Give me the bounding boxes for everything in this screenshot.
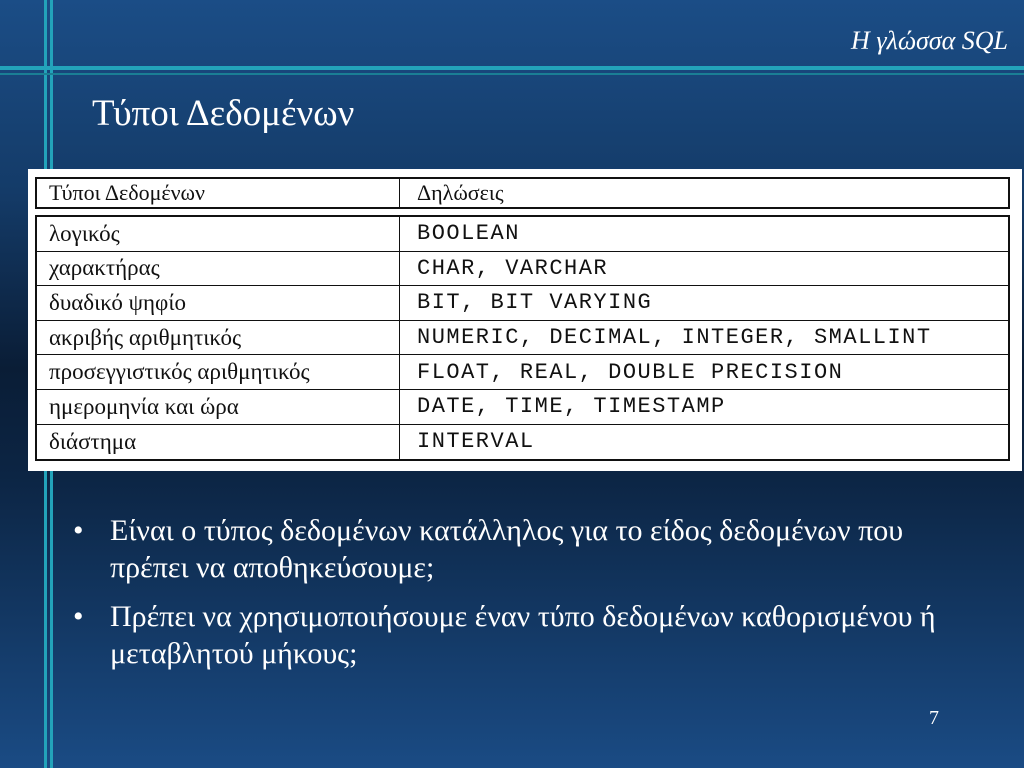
table-header-row: [35, 177, 1010, 209]
type-cell: διάστημα: [37, 425, 400, 460]
declaration-cell: NUMERIC, DECIMAL, INTEGER, SMALLINT: [417, 325, 932, 351]
table-body: [35, 215, 1010, 461]
slide-title: Τύποι Δεδομένων: [92, 93, 355, 134]
bullet-marker: •: [73, 514, 84, 547]
type-cell: δυαδικό ψηφίο: [37, 286, 400, 320]
bullet-marker: •: [73, 600, 84, 633]
type-cell: χαρακτήρας: [37, 252, 400, 286]
type-cell: ακριβής αριθμητικός: [37, 321, 400, 355]
bullet-text: Πρέπει να χρησιμοποιήσουμε έναν τύπο δεδομένων καθορισμένου ή μεταβλητού μήκους;: [110, 600, 936, 670]
table-header-declarations: Δηλώσεις: [417, 180, 504, 205]
table-row: [37, 390, 1008, 425]
type-cell: λογικός: [37, 217, 400, 251]
table-row: [37, 425, 1008, 460]
bullet-item: [73, 598, 973, 672]
bullet-item: [73, 512, 973, 586]
table-row: [37, 217, 1008, 252]
declaration-cell: INTERVAL: [417, 429, 535, 455]
declaration-cell: DATE, TIME, TIMESTAMP: [417, 394, 726, 420]
table-row: [37, 355, 1008, 390]
bullet-list: [73, 512, 973, 684]
table-header-types: Τύποι Δεδομένων: [37, 179, 400, 207]
table-row: [37, 286, 1008, 321]
decorative-horizontal-line-2: [0, 73, 1024, 75]
type-cell: ημερομηνία και ώρα: [37, 390, 400, 424]
declaration-cell: BOOLEAN: [417, 221, 520, 247]
deck-title: Η γλώσσα SQL: [851, 26, 1008, 55]
bullet-text: Είναι ο τύπος δεδομένων κατάλληλος για το είδος δεδομένων που πρέπει να αποθηκεύσουμε;: [110, 514, 904, 584]
type-cell: προσεγγιστικός αριθμητικός: [37, 355, 400, 389]
declaration-cell: FLOAT, REAL, DOUBLE PRECISION: [417, 359, 844, 385]
declaration-cell: BIT, BIT VARYING: [417, 290, 653, 316]
decorative-horizontal-line-1: [0, 66, 1024, 70]
declaration-cell: CHAR, VARCHAR: [417, 255, 609, 281]
page-number: 7: [929, 707, 939, 729]
table-row: [37, 321, 1008, 356]
table-row: [37, 252, 1008, 287]
data-types-table: [28, 169, 1022, 471]
